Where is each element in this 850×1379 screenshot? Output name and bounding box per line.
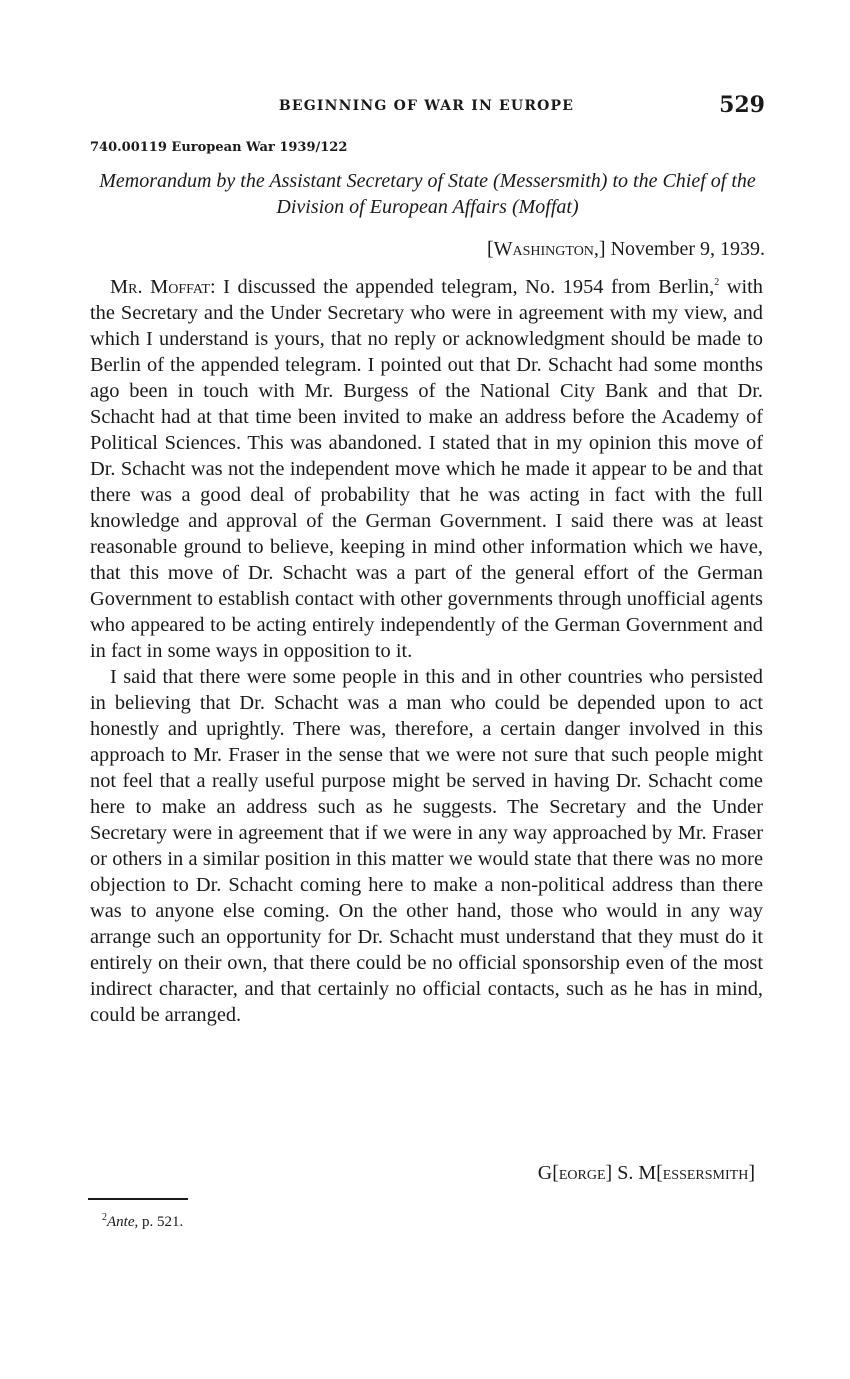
paragraph-2: I said that there were some people in this and in other countries who persisted in believing that Dr. Schacht was a man who could be depended upon to act honestly and uprightly. There was, therefore, a certain danger involved in this approach to Mr. Fraser in the sense that we were not sure that such people might not feel that a really useful purpose might be served in having Dr. Schacht come here to make an address such as he suggests. The Secretary and the Under Secretary were in agreement that if we were in any way approached by Mr. Fraser or others in a similar position in this matter we would state that there was no more objection to Dr. Schacht coming here to make a non-political address than there was to anyone else coming. On the other hand, those who would in any way arrange such an opportunity for Dr. Schacht must understand that they must do it entirely on their own, that there could be no official sponsorship even of the most indirect character, and that certainly no official contacts, such as he has in mind, could be arranged. [90, 666, 763, 1026]
paragraph-1-part-b: with the Secretary and the Under Secretary who were in agreement with my view, and which I understand is yours, that no reply or acknowledgment should be made to Berlin of the appended telegram. I pointed out that Dr. Schacht had some months ago been in touch with Mr. Burgess of the National City Bank and that Dr. Schacht had at that time been invited to make an address before the Academy of Political Sciences. This was abandoned. I stated that in my opinion this move of Dr. Schacht was not the independent move which he made it appear to be and that there was a good deal of probability that he was acting in fact with the full knowledge and approval of the German Government. I said there was at least reasonable ground to believe, keeping in mind other information which we have, that this move of Dr. Schacht was a part of the general effort of the German Government to establish contact with other governments through unofficial agents who appeared to be acting entirely independently of the German Government and in fact in some ways in opposition to it. [90, 276, 763, 662]
file-number: 740.00119 European War 1939/122 [90, 140, 348, 155]
footnote-italic: Ante [107, 1214, 135, 1230]
running-header [88, 92, 765, 122]
memo-body [90, 274, 763, 1028]
salutation: Mr. Moffat [110, 276, 210, 298]
paragraph-1-part-a: : I discussed the appended telegram, No. 1954 from Berlin, [209, 276, 715, 298]
dateline-place: [Washington,] [486, 238, 606, 260]
document-title: Memorandum by the Assistant Secretary of State (Messersmith) to the Chief of the Division of European Affairs (Moffat) [99, 170, 756, 218]
footnote [102, 1214, 183, 1231]
dateline [487, 238, 765, 261]
signature: G[eorge] S. M[essersmith] [537, 1162, 755, 1184]
paragraph-1 [90, 274, 763, 664]
footnote-marker: 2 [102, 1212, 107, 1223]
footnote-reference: 2 [714, 277, 720, 289]
dateline-date: November 9, 1939. [610, 238, 765, 260]
page-number: 529 [719, 92, 765, 118]
footnote-divider [88, 1198, 188, 1200]
running-title: BEGINNING OF WAR IN EUROPE [278, 98, 575, 114]
footnote-text: , p. 521. [134, 1214, 184, 1230]
